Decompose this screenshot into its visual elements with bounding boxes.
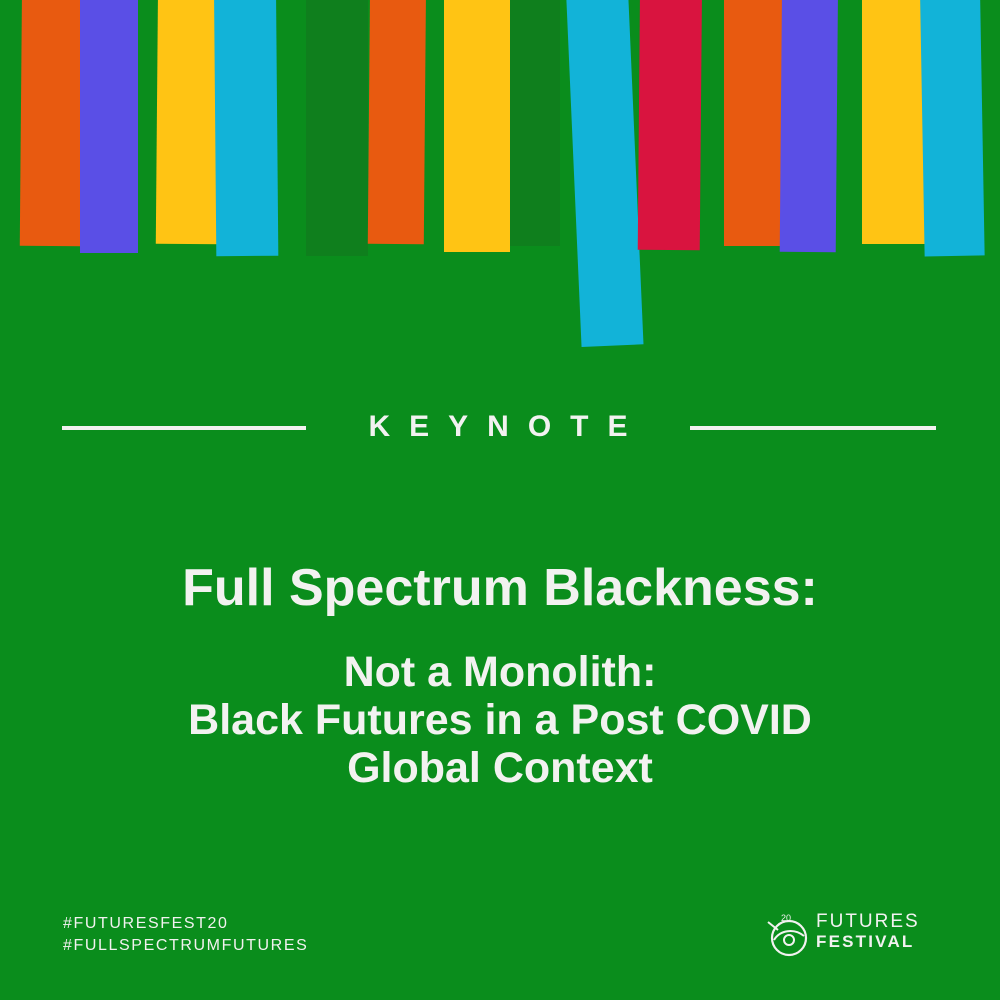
- logo-line-festival: FESTIVAL: [816, 932, 915, 951]
- keynote-label: KEYNOTE: [368, 410, 647, 443]
- logo-ring: [772, 921, 806, 955]
- talk-subtitle: [20, 648, 980, 792]
- paper-strip-orange: [20, 0, 84, 246]
- hashtag-futuresfest20: #FUTURESFEST20: [63, 915, 229, 932]
- hashtags: [63, 913, 308, 957]
- paper-strip-cyan: [566, 0, 643, 347]
- hashtag-fullspectrumfutures: #FULLSPECTRUMFUTURES: [63, 937, 309, 954]
- paper-strip-yellow: [444, 0, 510, 252]
- paper-strip-green-strip: [306, 0, 368, 256]
- paper-strip-cyan: [920, 0, 985, 256]
- keynote-rule-right: [690, 426, 936, 430]
- logo-line-futures: FUTURES: [816, 911, 920, 932]
- logo-wordmark: [816, 912, 920, 952]
- paper-strip-green-strip: [510, 0, 560, 246]
- paper-strip-purple: [780, 0, 838, 252]
- subtitle-line-2: Black Futures in a Post COVID: [188, 696, 812, 744]
- paper-strip-red: [638, 0, 702, 250]
- paper-strip-yellow: [156, 0, 224, 244]
- paper-strip-orange: [724, 0, 788, 246]
- paper-strip-orange: [368, 0, 426, 244]
- talk-title: Full Spectrum Blackness:: [182, 559, 818, 617]
- futures-festival-logo-icon: [764, 910, 814, 960]
- paper-strip-yellow: [862, 0, 928, 244]
- logo-dot: [784, 935, 794, 945]
- paper-strip-purple: [80, 0, 138, 253]
- subtitle-line-3: Global Context: [347, 744, 653, 792]
- logo-badge: 20: [781, 913, 792, 923]
- keynote-header: [0, 404, 1000, 450]
- subtitle-line-1: Not a Monolith:: [343, 648, 657, 696]
- paper-strip-cyan: [214, 0, 278, 256]
- futures-festival-logo: [764, 910, 944, 960]
- keynote-rule-left: [62, 426, 306, 430]
